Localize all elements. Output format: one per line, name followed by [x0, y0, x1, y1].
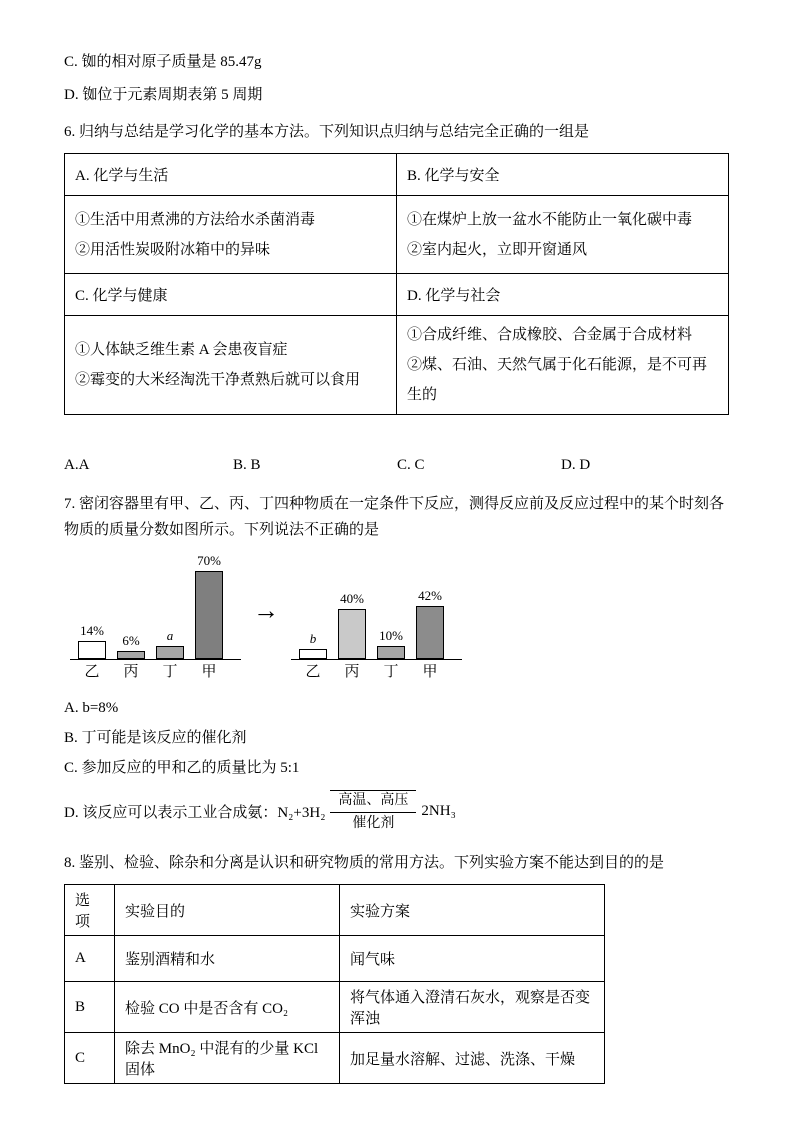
table-cell-line: ①人体缺乏维生素 A 会患夜盲症: [75, 342, 288, 358]
q7-option-b: B. 丁可能是该反应的催化剂: [64, 730, 247, 746]
q6-choices: [64, 455, 729, 475]
q8-table-row-b: [65, 982, 605, 1033]
q8-header-option: 选项: [65, 885, 115, 936]
right-arrow-icon: →: [253, 596, 279, 625]
bar: [195, 571, 223, 659]
bar: [377, 646, 405, 659]
q7-bar-chart: [70, 553, 729, 682]
table-cell-line: ①合成纤维、合成橡胶、合金属于合成材料: [407, 327, 693, 343]
q5-option-c: C. 铷的相对原子质量是 85.47g: [64, 54, 262, 70]
bar-column: [195, 553, 223, 659]
q8-table-header-row: [65, 885, 605, 936]
q8-table: [64, 884, 605, 1084]
bar: [156, 646, 184, 659]
bar-column: [78, 623, 106, 659]
q6-table-row-titles-cd: [65, 274, 729, 316]
q8-cell-b-plan: 将气体通入澄清石灰水，观察是否变浑浊: [340, 982, 605, 1033]
table-cell-line: ①在煤炉上放一盆水不能防止一氧化碳中毒: [407, 211, 693, 228]
q8-cell-b-purpose: 检验 CO 中是否含有 CO₂: [115, 982, 340, 1033]
bar-column: [299, 631, 327, 659]
q6-choice-d: D. D: [561, 457, 591, 473]
q7-chart-group-1: [291, 588, 462, 682]
bar-column: [416, 588, 444, 659]
bar-category-label: 乙: [84, 664, 100, 680]
q8-header-purpose: 实验目的: [115, 885, 340, 936]
bar-value-label: 40%: [340, 591, 364, 606]
q6-cell-d-title: D. 化学与社会: [397, 274, 729, 316]
q6-table-row-items-ab: [65, 196, 729, 274]
bar: [117, 651, 145, 659]
q8-cell-c-purpose: 除去 MnO₂ 中混有的少量 KCl 固体: [115, 1033, 340, 1084]
bar: [416, 606, 444, 659]
q7-option-c: C. 参加反应的甲和乙的质量比为 5:1: [64, 760, 300, 776]
q6-cell-c-items: [65, 316, 397, 415]
reaction-condition-stack: [330, 790, 416, 833]
q8-cell-b-option: B: [65, 982, 115, 1033]
bar-value-label: 42%: [418, 588, 442, 603]
bar-value-label: 14%: [80, 623, 104, 638]
bar-column: [338, 591, 366, 659]
q7-option-d: [64, 785, 729, 837]
bar-value-label: 6%: [122, 633, 140, 648]
q6-choice-b: B. B: [233, 457, 261, 473]
q6-choice-a: A.A: [64, 457, 90, 473]
q8-table-row-c: [65, 1033, 605, 1084]
q6-table: [64, 153, 729, 415]
q6-choice-c: C. C: [397, 457, 425, 473]
q6-table-row-titles-ab: [65, 154, 729, 196]
q8-stem: 8. 鉴别、检验、除杂和分离是认识和研究物质的常用方法。下列实验方案不能达到目的的是: [64, 855, 665, 871]
q8-cell-a-purpose: 鉴别酒精和水: [115, 936, 340, 982]
q8-header-plan: 实验方案: [340, 885, 605, 936]
q6-table-row-items-cd: [65, 316, 729, 415]
bar-category-label: 甲: [422, 664, 438, 680]
q7-stem: 7. 密闭容器里有甲、乙、丙、丁四种物质在一定条件下反应，测得反应前及反应过程中的某个时刻各物质的质量分数如图所示。下列说法不正确的是: [64, 496, 725, 538]
table-cell-line: ②用活性炭吸附冰箱中的异味: [75, 241, 271, 258]
q8-cell-a-plan: 闻气味: [340, 936, 605, 982]
bar-category-label: 乙: [305, 664, 321, 680]
q6-cell-b-items: [397, 196, 729, 274]
table-cell-line: ①生活中用煮沸的方法给水杀菌消毒: [75, 211, 316, 228]
q7-option-a: A. b=8%: [64, 700, 119, 716]
bar-column: [156, 628, 184, 659]
bar-category-label: 甲: [201, 664, 217, 680]
q8-table-row-a: [65, 936, 605, 982]
bar-category-label: 丁: [383, 664, 399, 680]
bar-category-label: 丙: [344, 664, 360, 680]
bar: [299, 649, 327, 659]
q7-option-d-suffix: 2NH₃: [421, 802, 456, 819]
reaction-condition-bottom: 催化剂: [352, 815, 395, 831]
bar: [78, 641, 106, 659]
q6-cell-a-title: A. 化学与生活: [65, 154, 397, 196]
bar-value-label: a: [166, 628, 174, 643]
table-cell-line: ②霉变的大米经淘洗干净煮熟后就可以食用: [75, 372, 361, 388]
table-cell-line: ②室内起火，立即开窗通风: [407, 241, 588, 258]
bar-column: [377, 628, 405, 659]
q7-option-d-prefix: D. 该反应可以表示工业合成氨：N₂+3H₂: [64, 804, 326, 821]
q7-chart-group-0: [70, 553, 241, 682]
bar-category-label: 丙: [123, 664, 139, 680]
q6-cell-c-title: C. 化学与健康: [65, 274, 397, 316]
q6-stem: 6. 归纳与总结是学习化学的基本方法。下列知识点归纳与总结完全正确的一组是: [64, 124, 590, 140]
q5-option-d: D. 铷位于元素周期表第 5 周期: [64, 87, 263, 103]
bar-value-label: 10%: [379, 628, 403, 643]
bar: [338, 609, 366, 659]
q8-cell-c-plan: 加足量水溶解、过滤、洗涤、干燥: [340, 1033, 605, 1084]
q6-cell-a-items: [65, 196, 397, 274]
bar-category-label: 丁: [162, 664, 178, 680]
bar-column: [117, 633, 145, 659]
q8-cell-a-option: A: [65, 936, 115, 982]
q6-cell-d-items: [397, 316, 729, 415]
bar-value-label: b: [309, 631, 317, 646]
table-cell-line: ②煤、石油、天然气属于化石能源，是不可再生的: [407, 357, 708, 403]
q8-cell-c-option: C: [65, 1033, 115, 1084]
q6-cell-b-title: B. 化学与安全: [397, 154, 729, 196]
bar-value-label: 70%: [197, 553, 221, 568]
reaction-condition-top: 高温、高压: [330, 790, 416, 813]
